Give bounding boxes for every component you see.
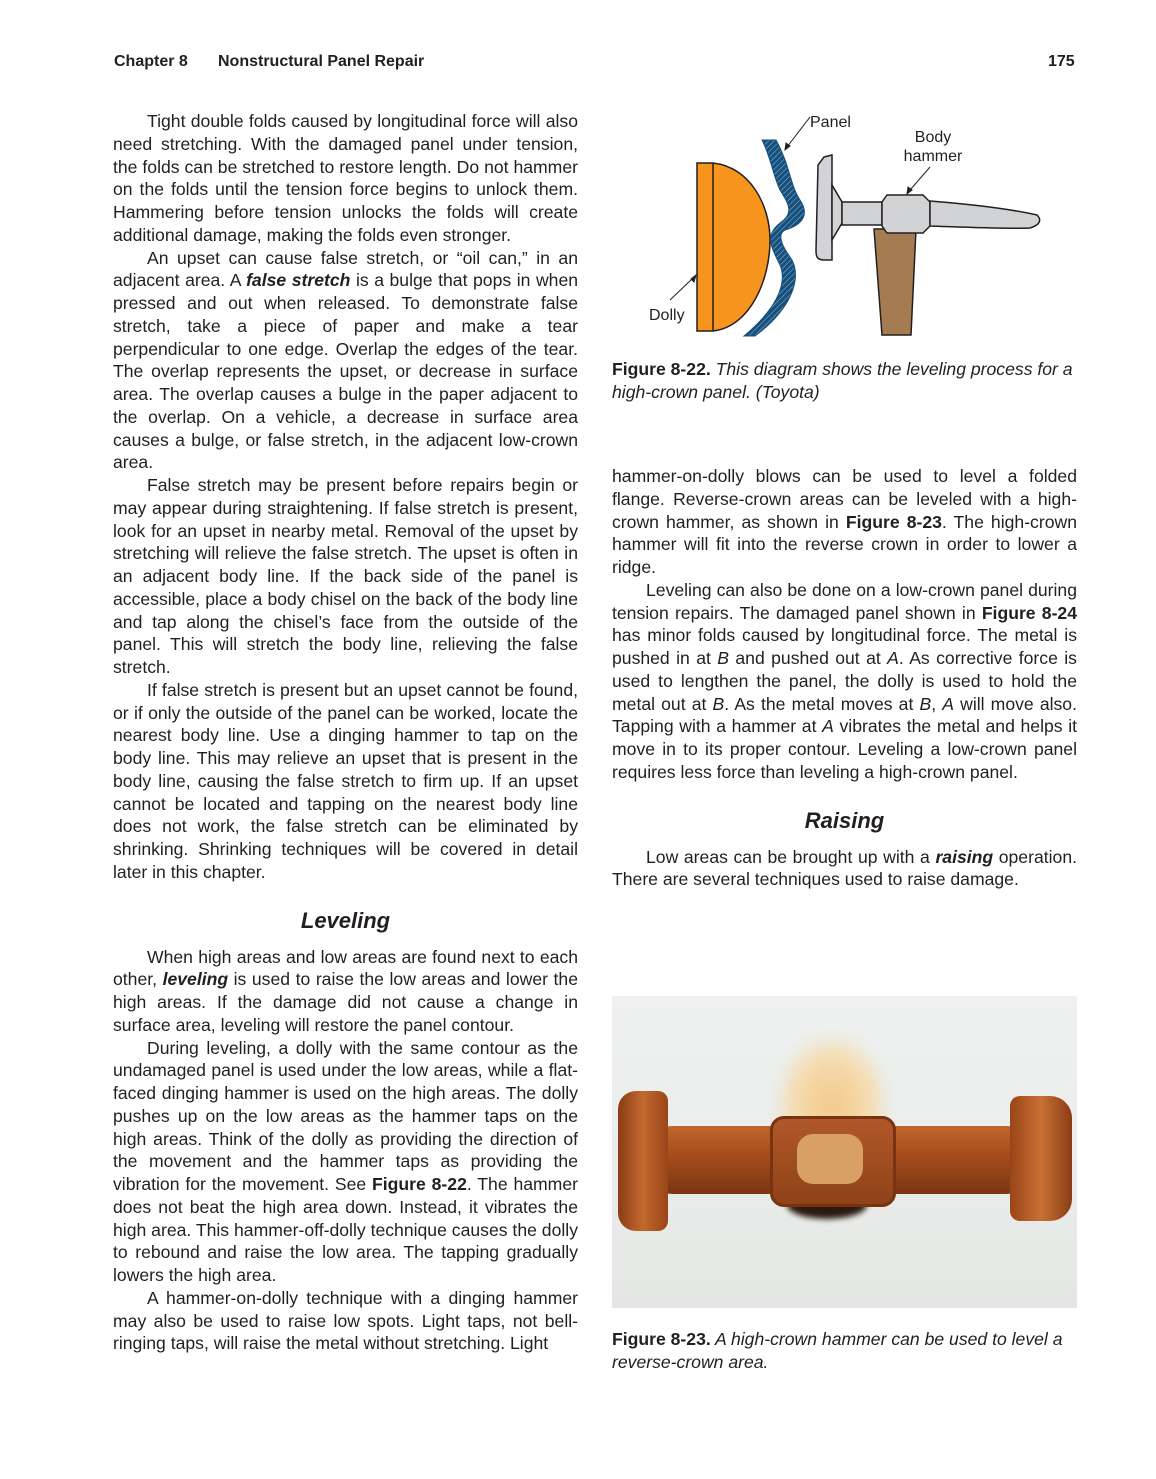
caption-text: This diagram shows the leveling process for a high-crown panel. (Toyota) — [612, 359, 1073, 402]
text-run: An upset can cause false stretch, or “oil can,” in an adjacent area. A — [113, 247, 578, 291]
page-number: 175 — [1048, 53, 1075, 70]
text-run: operation. There are several techniques used to raise damage. — [612, 846, 1077, 890]
body-hammer-label-line1: Body — [914, 129, 952, 146]
emphasis-text: A — [887, 648, 899, 668]
text-run: Leveling — [300, 907, 391, 933]
emphasis-text: Figure 8-24 — [981, 602, 1077, 623]
text-run: False stretch may be present before repairs begin or may appear during straightening. If false stretch is present, look for an upset in nearby metal. Removal of the upset by stretching will relieve the false stretch. The upset is often in an adjacent body line. If the back side of the panel is accessible, place a body chisel on the back of the body line and tap along the chisel’s face from the outside of the panel. This will stretch the body line, relieving the false stretch. — [113, 475, 578, 677]
text-run: and pushed out at — [729, 648, 888, 668]
text-run: If false stretch is present but an upset cannot be found, or if only the outside of the panel can be worked, locate the nearest body line. Use a dinging hammer to tap on the body line. This may relieve an upset that is present in the body line, causing the false stretch to firm up. If an upset cannot be located and tapping on the nearest body line does not work, the false stretch can be eliminated by shrinking. Shrinking techniques will be covered in detail later in this chapter. — [113, 679, 578, 882]
text-run: Tight double folds caused by longitudinal force will also need stretching. With the damaged panel under tension, the folds can be stretched to restore length. Do not hammer on the folds until the tension force begins to unlock them. Hammering before tension unlocks the folds will create additional damage, making the folds even stronger. — [113, 111, 578, 245]
hammer-face-left — [618, 1091, 668, 1231]
body-hammer-shape — [816, 155, 1040, 335]
text-run: . As corrective force is used to lengthen the panel, the dolly is used to hold the metal out at — [612, 648, 1077, 714]
text-run: Leveling can also be done on a low-crown panel during tension repairs. The damaged panel shown in — [612, 579, 1077, 623]
text-run: During leveling, a dolly with the same contour as the undamaged panel is used under the low areas, while a flat-faced dinging hammer is used on the high areas. The dolly pushes up on the low areas as the hammer taps on the high areas. Think of the dolly as providing the direction of the movement and the hammer taps as providing the vibration for the movement. See — [113, 1037, 578, 1194]
left-column — [113, 110, 578, 1355]
text-run: Raising — [804, 807, 885, 833]
emphasis-text: A — [942, 693, 954, 714]
figure-8-22-caption — [612, 358, 1082, 404]
emphasis-text: false stretch — [246, 270, 351, 291]
paragraph — [612, 465, 1077, 579]
text-run: . The hammer does not beat the high area down. Instead, it vibrates the high area. This hammer-off-dolly technique causes the dolly to rebound and raise the low area. The tapping gradually lowers the high area. — [113, 1174, 578, 1285]
text-run: is a bulge that pops in when pressed and out when released. To demonstrate false stretch, take a piece of paper and make a tear perpendicular to one edge. Overlap the edges of the tear. The overlap represents the upset, or decrease in surface area. The overlap causes a bulge in the paper adjacent to the overlap. On a vehicle, a decrease in surface area causes a bulge, or false stretch, in the adjacent low-crown area. — [113, 270, 579, 473]
text-run: has minor folds caused by longitudinal force. The metal is pushed in at — [612, 625, 1077, 668]
text-run: is used to raise the low areas and lower the high areas. If the damage did not cause a change in surface area, leveling will restore the panel contour. — [113, 969, 578, 1035]
paragraph — [113, 1037, 578, 1287]
paragraph — [113, 247, 578, 475]
handle-wedge — [797, 1134, 863, 1184]
caption-text: A high-crown hammer can be used to level a reverse-crown area. — [612, 1329, 1063, 1372]
section-heading — [113, 908, 578, 934]
text-run: will move also. Tapping with a hammer at — [612, 693, 1077, 737]
text-run: When high areas and low areas are found next to each other, — [113, 946, 578, 990]
panel-label: Panel — [810, 114, 851, 131]
emphasis-text: A — [822, 716, 834, 737]
leveling-diagram — [640, 105, 1060, 345]
section-heading — [612, 808, 1077, 834]
body-hammer-label-line2: hammer — [903, 148, 963, 165]
chapter-label: Chapter 8 — [114, 53, 188, 70]
emphasis-text: B — [712, 693, 725, 714]
text-run: , — [931, 693, 943, 714]
text-run: hammer-on-dolly blows can be used to level a folded flange. Reverse-crown areas can be leveled with a high-crown hammer, as shown in — [612, 466, 1077, 532]
paragraph — [113, 946, 578, 1037]
text-run: vibrates the metal and helps it move in to its proper contour. Leveling a low-crown panel requires less force than leveling a high-crown panel. — [612, 716, 1078, 782]
paragraph — [612, 846, 1077, 892]
emphasis-text: B — [717, 648, 729, 668]
text-run: A hammer-on-dolly technique with a dinging hammer may also be used to raise low spots. Light taps, not bell-ringing taps, will raise the metal without stretching. Light — [113, 1287, 578, 1354]
text-run: . The high-crown hammer will fit into the reverse crown in order to lower a ridge. — [612, 511, 1077, 577]
paragraph — [113, 474, 578, 679]
dolly-shape — [697, 163, 770, 331]
emphasis-text: Figure 8-22 — [372, 1174, 467, 1194]
right-column — [612, 465, 1077, 891]
text-run: . As the metal moves at — [724, 693, 920, 714]
figure-8-22-diagram — [640, 105, 1060, 345]
hammer-face-right — [1010, 1096, 1072, 1221]
caption-label: Figure 8-22. — [612, 359, 711, 379]
body-hammer-label — [902, 128, 964, 166]
caption-label: Figure 8-23. — [612, 1329, 711, 1349]
paragraph — [113, 110, 578, 247]
text-run: Low areas can be brought up with a — [646, 846, 936, 867]
paragraph — [113, 679, 578, 884]
dolly-label: Dolly — [649, 307, 685, 324]
emphasis-text: B — [919, 693, 932, 714]
emphasis-text: raising — [935, 846, 994, 867]
emphasis-text: Figure 8-23 — [845, 511, 942, 532]
figure-8-23-caption — [612, 1328, 1082, 1374]
paragraph — [612, 579, 1077, 784]
paragraph — [113, 1287, 578, 1355]
figure-8-23-photo — [612, 996, 1077, 1308]
chapter-title: Nonstructural Panel Repair — [218, 53, 425, 70]
emphasis-text: leveling — [162, 969, 229, 990]
